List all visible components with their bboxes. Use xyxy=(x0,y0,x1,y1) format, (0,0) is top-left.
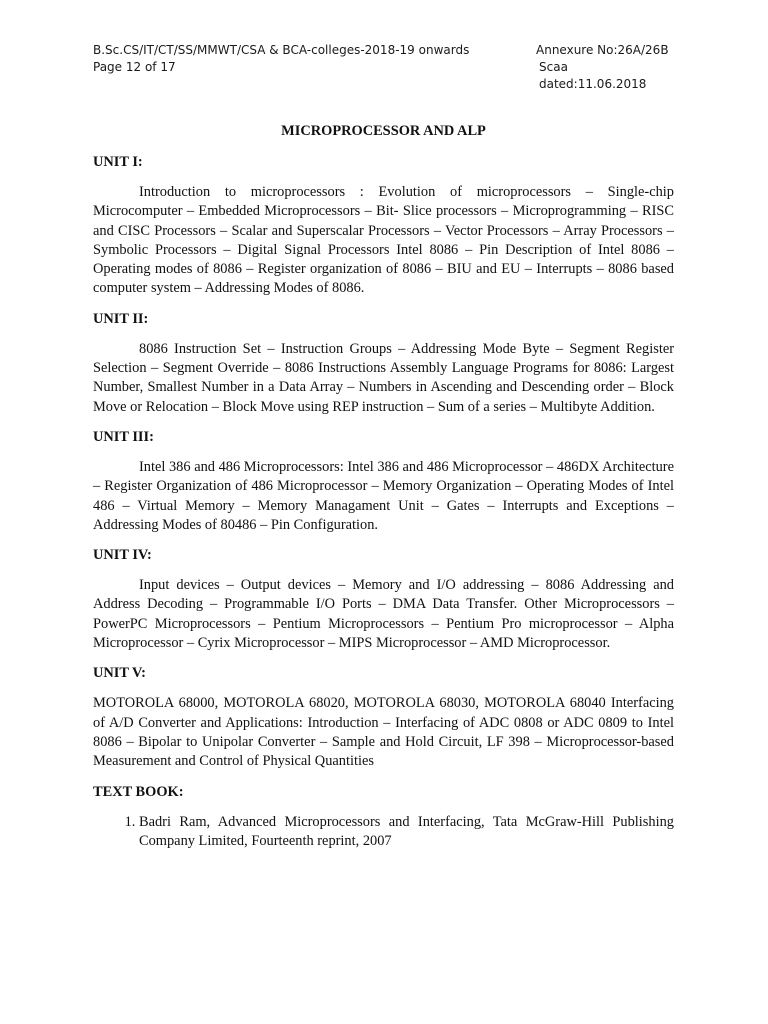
unit-1-heading: UNIT I: xyxy=(93,154,143,170)
unit-2-text: 8086 Instruction Set – Instruction Groups – Addressing Mode Byte – Segment Register Selection – Segment Override – 8086 Instructions Assembly Language Programs for 8086: Largest Number, Smallest Number in a Data Array – Numbers in Ascending and Descending order – Block Move or Relocation – Block Move using REP instruction – Sum of a series – Multibyte Addition. xyxy=(93,340,674,415)
header-annexure-text: Annexure No:26A/26B xyxy=(536,43,669,57)
unit-1-text: Introduction to microprocessors : Evolution of microprocessors – Single-chip Microcomputer – Embedded Microprocessors – Bit- Slice processors – Microprogramming – RISC and CISC Processors – Scalar and Superscalar Processors – Vector Processors – Array Processors – Symbolic Processors – Digital Signal Processors Intel 8086 – Pin Description of Intel 8086 – Operating modes of 8086 – Register organization of 8086 – BIU and EU – Interrupts – 8086 based computer system – Addressing Modes of 8086. xyxy=(93,184,674,297)
unit-2-heading: UNIT II: xyxy=(93,310,149,327)
header-course-line: B.Sc.CS/IT/CT/SS/MMWT/CSA & BCA-colleges-2018-19 onwards xyxy=(93,43,470,57)
unit-5-text: MOTOROLA 68000, MOTOROLA 68020, MOTOROLA 68030, MOTOROLA 68040 Interfacing of A/D Converter and Applications: Introduction – Interfacing of ADC 0808 or ADC 0809 to Intel 8086 – Bipolar to Unipolar Converter – Sample and Hold Circuit, LF 398 – Microprocessor-based Measurement and Control of Physical Quantities xyxy=(93,695,674,770)
page-title: MICROPROCESSOR AND ALP xyxy=(281,123,486,139)
unit-3-text: Intel 386 and 486 Microprocessors: Intel 386 and 486 Microprocessor – 486DX Architecture – Register Organization of 486 Microprocessor – Memory Organization – Operating Modes of Intel 486 – Virtual Memory – Memory Managament Unit – Gates – Interrupts and Exceptions – Addressing Modes of 80486 – Pin Configuration. xyxy=(93,458,674,533)
textbook-item: 1. Badri Ram, Advanced Microprocessors and Interfacing, Tata McGraw-Hill Publishing Company Limited, Fourteenth reprint, 2007 xyxy=(139,813,674,852)
unit-3-heading: UNIT III: xyxy=(93,428,154,445)
header-row-1 xyxy=(93,42,674,59)
textbook-heading: TEXT BOOK: xyxy=(93,783,184,800)
header-date xyxy=(536,59,674,93)
document-body xyxy=(93,120,674,851)
page-header xyxy=(93,42,674,93)
unit-5-heading: UNIT V: xyxy=(93,665,146,682)
unit-4-text: Input devices – Output devices – Memory and I/O addressing – 8086 Addressing and Address Decoding – Programmable I/O Ports – DMA Data Transfer. Other Microprocessors – PowerPC Microprocessors – Pentium Microprocessors – Pentium Pro microprocessor – Alpha Microprocessor – Cyrix Microprocessor – MIPS Microprocessor – AMD Microprocessor. xyxy=(93,577,674,652)
header-page-number: Page 12 of 17 xyxy=(93,60,176,74)
header-date-text: Scaa dated:11.06.2018 xyxy=(539,60,647,91)
unit-4-heading: UNIT IV: xyxy=(93,547,152,564)
header-annexure xyxy=(536,42,674,59)
header-row-2 xyxy=(93,59,674,93)
textbook-list xyxy=(93,813,674,852)
